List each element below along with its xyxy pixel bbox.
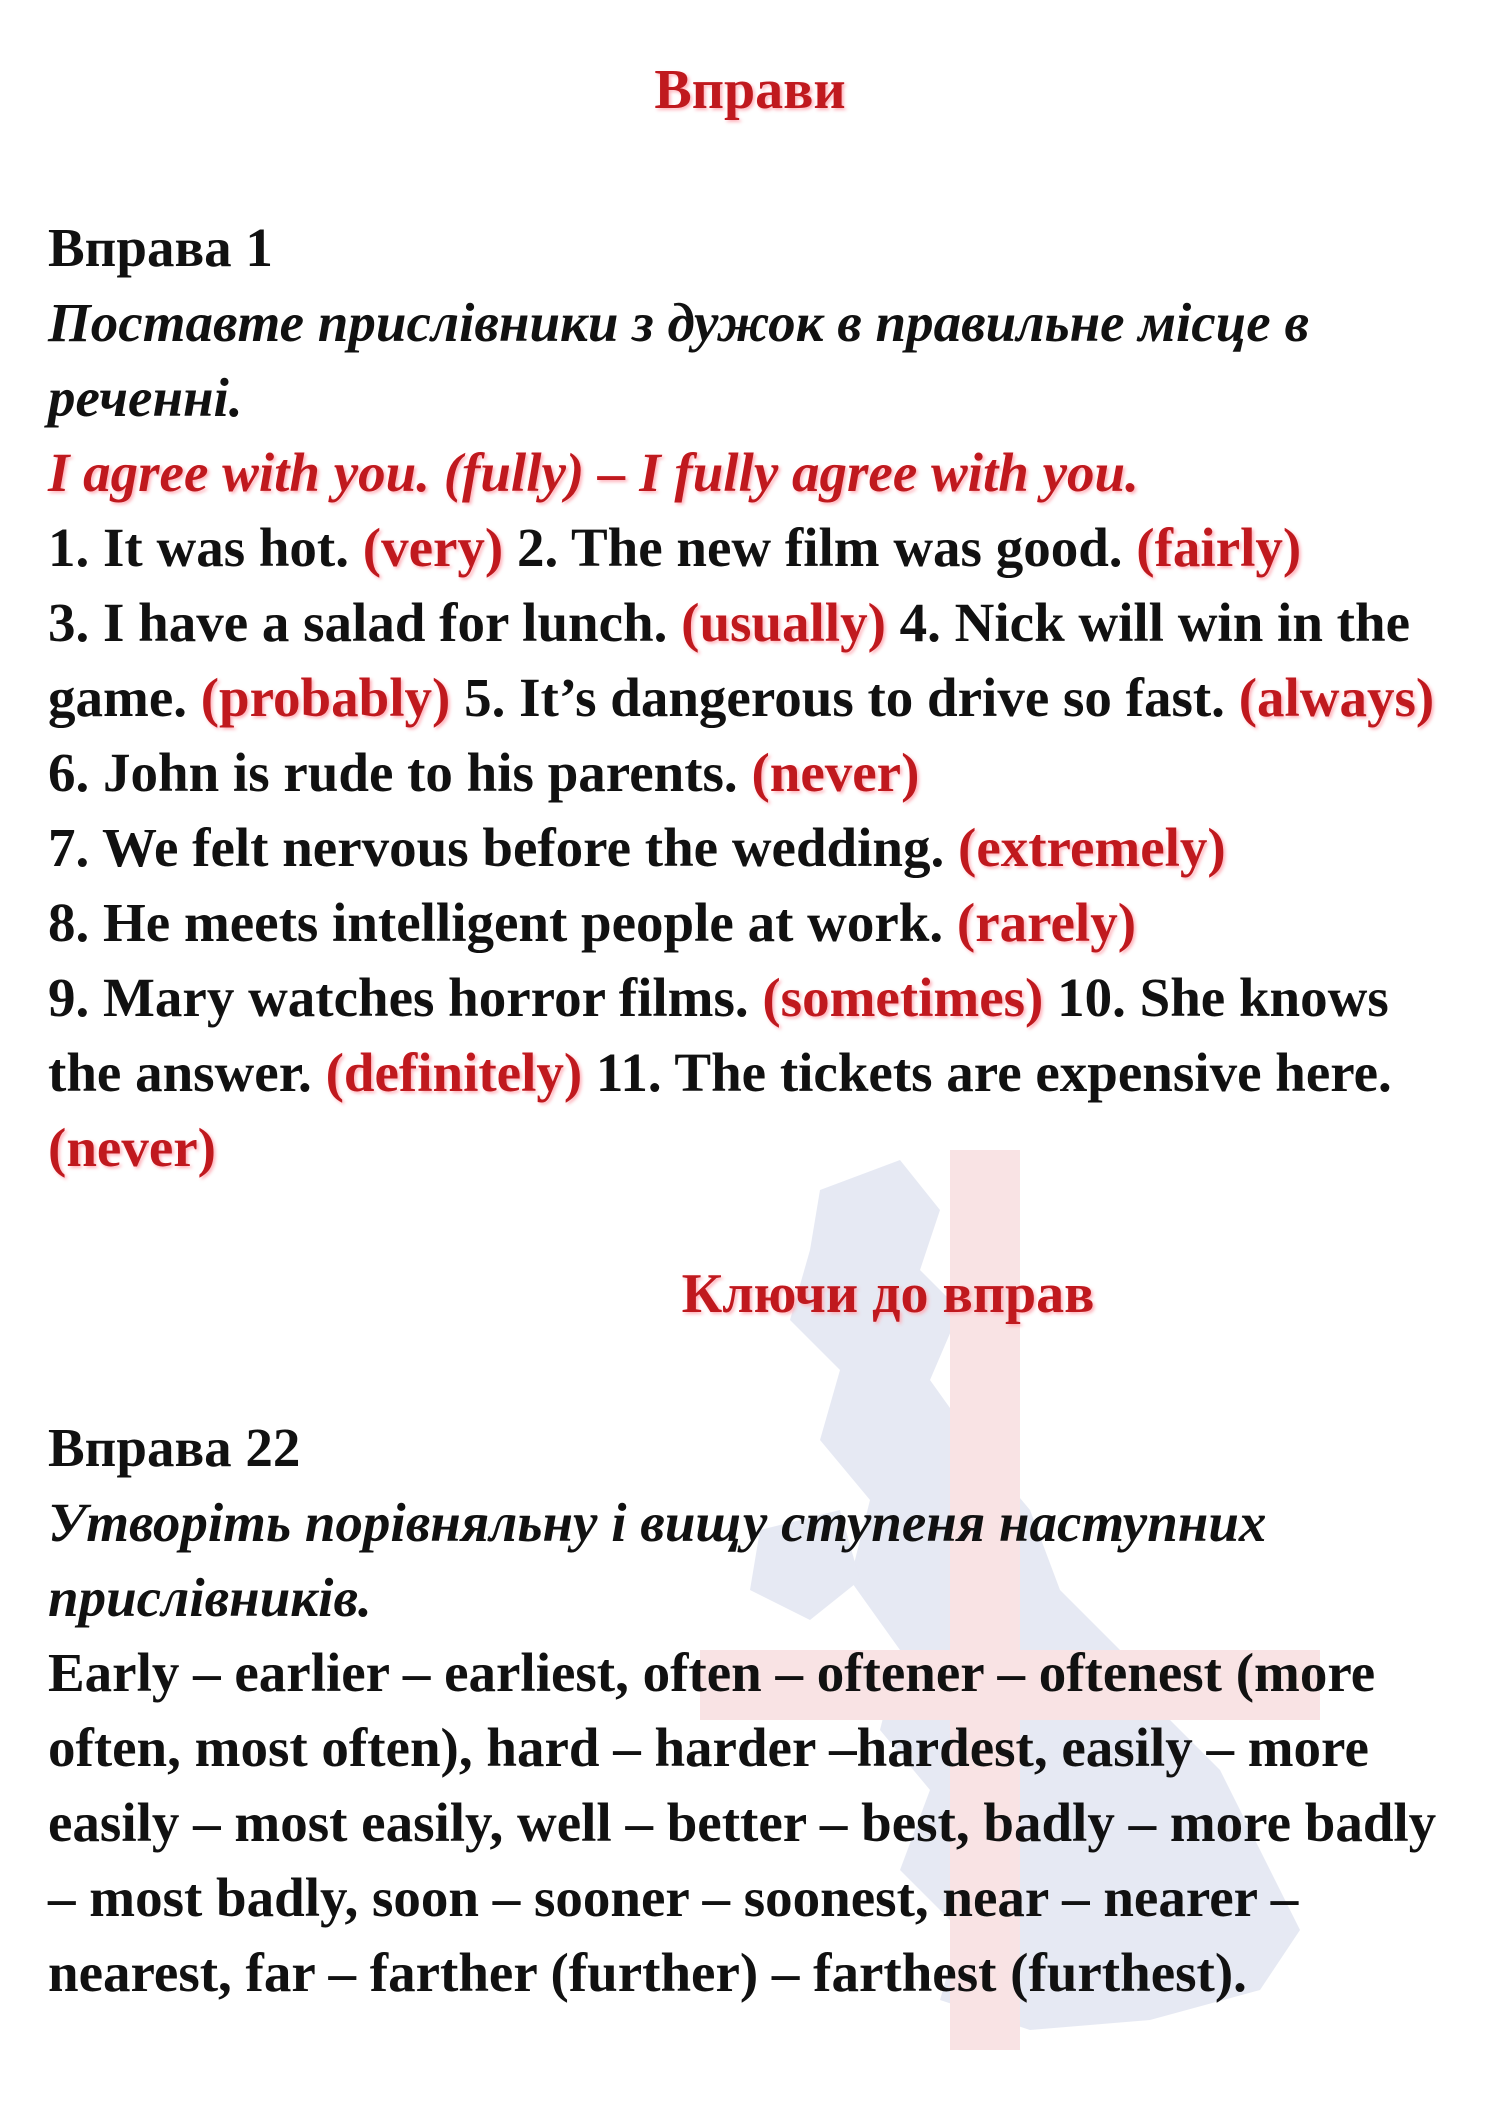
sentence-4: 4. Nick will win in the game. (probably) bbox=[48, 592, 1410, 728]
exercise-22-instruction: Утворіть порівняльну і вищу ступеня наступних прислівників. bbox=[48, 1492, 1267, 1628]
exercise-1-heading: Вправа 1 bbox=[48, 217, 273, 278]
sentence-3: 3. I have a salad for lunch. (usually) bbox=[48, 592, 886, 653]
sentence-5-adverb: (always) bbox=[1238, 667, 1435, 728]
sentence-11: 11. The tickets are expensive here. (never) bbox=[48, 1042, 1392, 1178]
sentence-2: 2. The new film was good. (fairly) bbox=[516, 517, 1302, 578]
keys-title: Ключи до вправ bbox=[681, 1263, 1095, 1325]
exercise-1 bbox=[48, 210, 1468, 1185]
sentence-11-adverb: (never) bbox=[48, 1117, 216, 1178]
exercise-22-heading: Вправа 22 bbox=[48, 1417, 301, 1478]
sentence-10: 10. She knows the answer. (definitely) bbox=[48, 967, 1389, 1103]
exercise-1-sentences bbox=[48, 510, 1468, 1185]
sentence-8: 8. He meets intelligent people at work. (rarely) bbox=[48, 892, 1137, 953]
sentence-7-adverb: (extremely) bbox=[958, 817, 1226, 878]
exercise-22 bbox=[48, 1410, 1468, 2010]
sentence-6: 6. John is rude to his parents. (never) bbox=[48, 742, 920, 803]
sentence-9: 9. Mary watches horror films. (sometimes) bbox=[48, 967, 1044, 1028]
exercise-1-instruction: Поставте прислівники з дужок в правильне місце в реченні. bbox=[48, 292, 1310, 428]
sentence-5: 5. It’s dangerous to drive so fast. (always) bbox=[464, 667, 1435, 728]
sentence-3-adverb: (usually) bbox=[681, 592, 886, 653]
sentence-1: 1. It was hot. (very) bbox=[48, 517, 504, 578]
page-title: Вправи bbox=[654, 59, 846, 121]
sentence-10-adverb: (definitely) bbox=[325, 1042, 583, 1103]
sentence-1-adverb: (very) bbox=[362, 517, 504, 578]
sentence-7: 7. We felt nervous before the wedding. (extremely) bbox=[48, 817, 1226, 878]
sentence-8-adverb: (rarely) bbox=[956, 892, 1137, 953]
sentence-6-adverb: (never) bbox=[751, 742, 920, 803]
exercise-1-example: I agree with you. (fully) – I fully agree with you. bbox=[48, 442, 1139, 503]
sentence-4-adverb: (probably) bbox=[200, 667, 451, 728]
sentence-9-adverb: (sometimes) bbox=[762, 967, 1044, 1028]
exercise-22-answer: Early – earlier – earliest, often – oftener – oftenest (more often, most often), hard – harder –hardest, easily – more easily – most easily, well – better – best, badly – more badly – most badly, soon – sooner – soonest, near – nearer – nearest, far – farther (further) – farthest (furthest). bbox=[48, 1642, 1437, 2003]
sentence-2-adverb: (fairly) bbox=[1136, 517, 1302, 578]
